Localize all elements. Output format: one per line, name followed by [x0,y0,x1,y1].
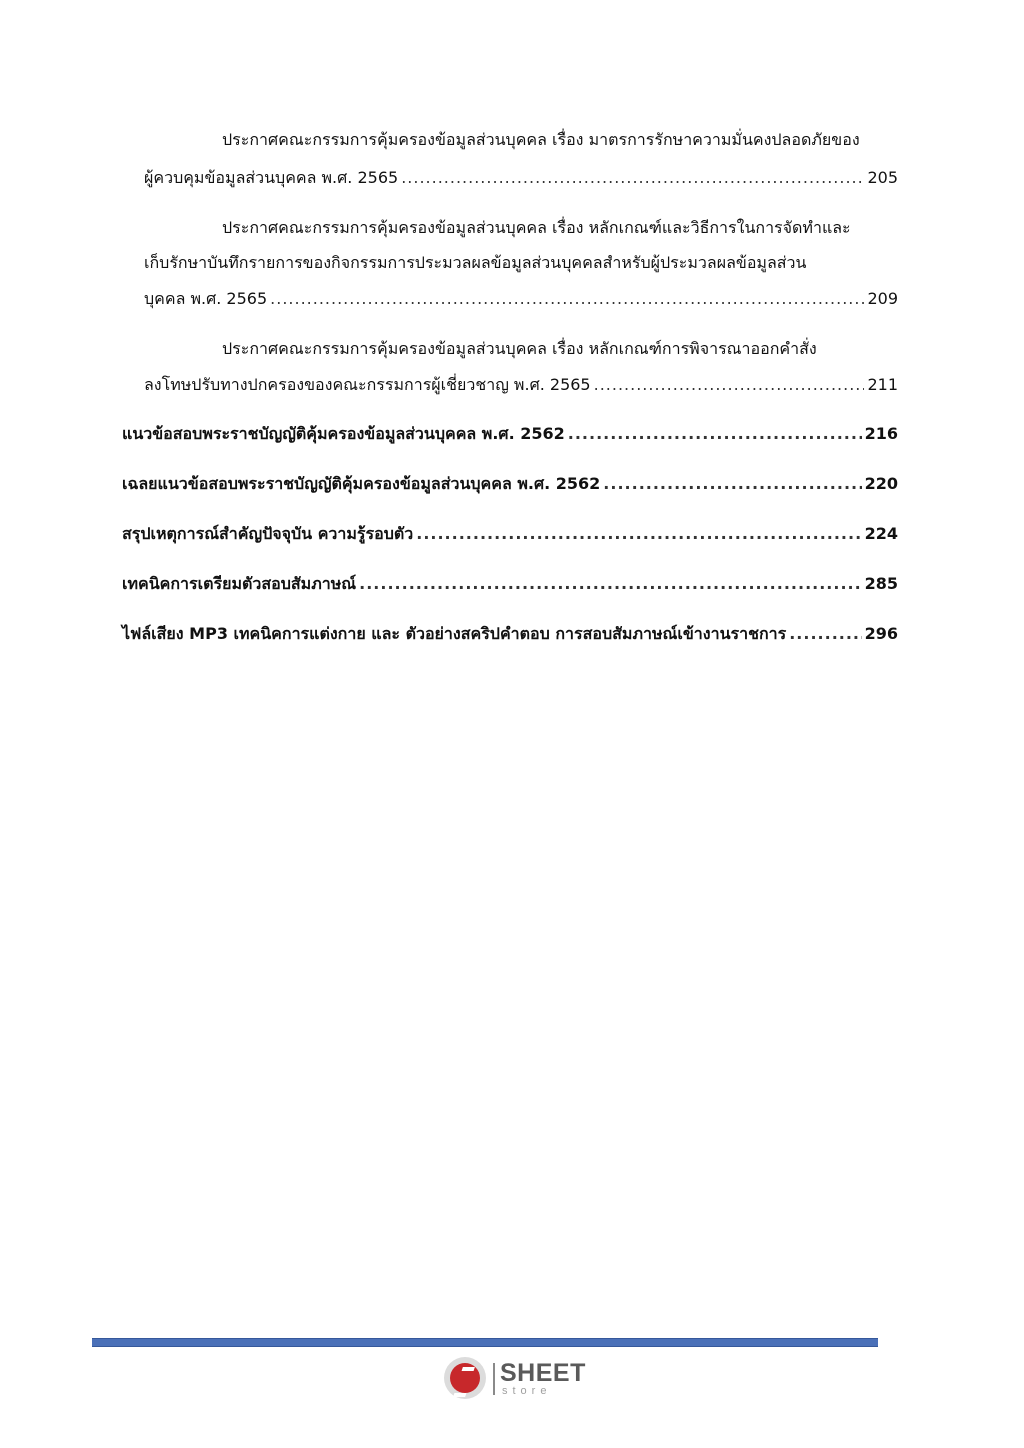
toc-entry-line: ประกาศคณะกรรมการคุ้มครองข้อมูลส่วนบุคคล เรื่อง หลักเกณฑ์และวิธีการในการจัดทำและ [222,218,851,237]
toc-entry-line: ประกาศคณะกรรมการคุ้มครองข้อมูลส่วนบุคคล เรื่อง มาตรการรักษาความมั่นคงปลอดภัยของ [222,130,860,149]
toc-entry-title: แนวข้อสอบพระราชบัญญัติคุ้มครองข้อมูลส่วนบุคคล พ.ศ. 2562 [122,424,565,443]
toc-entry-line[interactable]: ผู้ควบคุมข้อมูลส่วนบุคคล พ.ศ. 2565 ..... 205 [144,163,898,193]
page-number: 209 [867,289,898,308]
page-number: 220 [864,474,898,493]
toc-entry-title: เฉลยแนวข้อสอบพระราชบัญญัติคุ้มครองข้อมูลส่วนบุคคล พ.ศ. 2562 [122,474,601,493]
dot-leader [359,569,861,599]
logo-subtext: store [502,1385,552,1397]
footer-rule [92,1338,878,1347]
toc-entry-title: ไฟล์เสียง MP3 เทคนิคการแต่งกาย และ ตัวอย่างสคริปคำตอบ การสอบสัมภาษณ์เข้างานราชการ [122,624,787,643]
toc-entry-line[interactable]: บุคคล พ.ศ. 2565 ..... 209 [144,284,898,314]
page-number: 296 [864,624,898,643]
sheet-logo-icon [444,1357,486,1399]
toc-entry[interactable] [122,569,898,599]
page-number: 224 [864,524,898,543]
toc-entry-line[interactable]: ลงโทษปรับทางปกครองของคณะกรรมการผู้เชี่ยวชาญ พ.ศ. 2565 ..... 211 [144,370,898,400]
toc-entry[interactable] [122,519,898,549]
dot-leader [416,519,861,549]
logo-text: SHEET [500,1359,586,1387]
dot-leader [594,370,865,400]
toc-entry[interactable] [122,419,898,449]
toc-entry-line: ประกาศคณะกรรมการคุ้มครองข้อมูลส่วนบุคคล เรื่อง หลักเกณฑ์การพิจารณาออกคำสั่ง [222,339,817,358]
page-number: 216 [864,424,898,443]
dot-leader [270,284,864,314]
toc-entry-title: สรุปเหตุการณ์สำคัญปัจจุบัน ความรู้รอบตัว [122,524,414,543]
toc-entry[interactable] [122,469,898,499]
dot-leader [789,619,861,649]
toc-entry[interactable] [122,619,898,649]
logo-divider [493,1363,495,1395]
page-number: 285 [864,574,898,593]
page-number: 205 [867,168,898,187]
toc-entry-title: เทคนิคการเตรียมตัวสอบสัมภาษณ์ [122,574,357,593]
dot-leader [603,469,861,499]
toc-entry-line: เก็บรักษาบันทึกรายการของกิจกรรมการประมวลผลข้อมูลส่วนบุคคลสำหรับผู้ประมวลผลข้อมูลส่วน [144,253,807,272]
dot-leader [401,163,864,193]
dot-leader [568,419,862,449]
sheet-store-logo [444,1357,584,1399]
page-number: 211 [867,375,898,394]
